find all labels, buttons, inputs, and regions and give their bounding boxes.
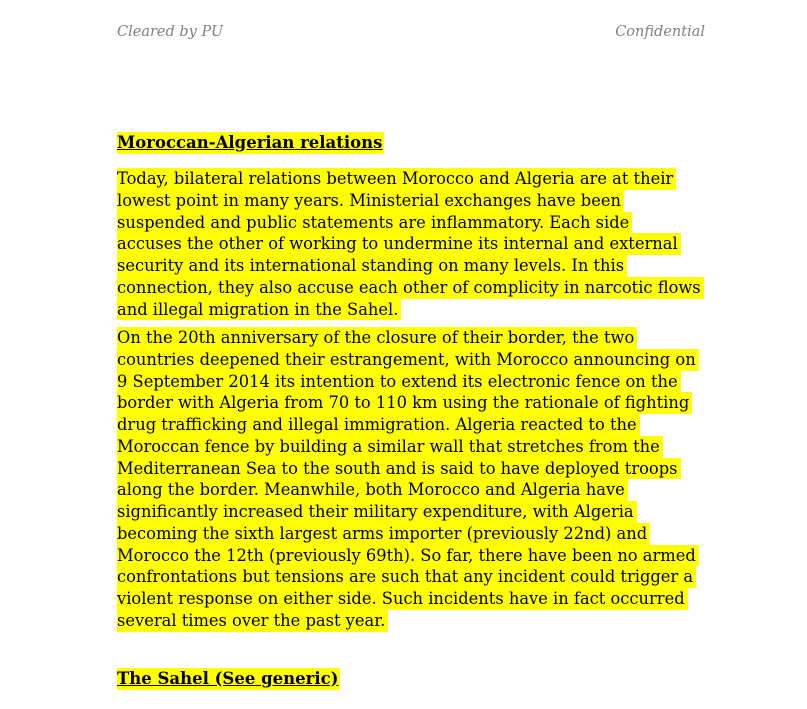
paragraph-line: 9 September 2014 its intention to extend its electronic fence on the [117,371,681,393]
paragraph-line: along the border. Meanwhile, both Morocco and Algeria have [117,479,628,501]
paragraph-line: becoming the sixth largest arms importer (previously 22nd) and [117,523,650,545]
header-right-label: Confidential [615,24,705,40]
paragraph-line: confrontations but tensions are such that any incident could trigger a [117,566,696,588]
header-left-label: Cleared by PU [117,24,224,40]
paragraph-line: countries deepened their estrangement, with Morocco announcing on [117,349,699,371]
paragraph-line: connection, they also accuse each other of complicity in narcotic flows [117,277,704,299]
paragraph-line: border with Algeria from 70 to 110 km using the rationale of fighting [117,392,692,414]
paragraph-line: violent response on either side. Such incidents have in fact occurred [117,588,688,610]
paragraph-line: drug trafficking and illegal immigration. Algeria reacted to the [117,414,640,436]
section-heading-sahel: The Sahel (See generic) [117,669,339,688]
paragraph-line: lowest point in many years. Ministerial exchanges have been [117,190,624,212]
paragraph-line: suspended and public statements are inflammatory. Each side [117,212,632,234]
paragraph-2 [117,327,699,632]
paragraph-line: Today, bilateral relations between Morocco and Algeria are at their [117,168,676,190]
paragraph-line: On the 20th anniversary of the closure of their border, the two [117,327,637,349]
paragraph-line: significantly increased their military expenditure, with Algeria [117,501,637,523]
paragraph-line: Moroccan fence by building a similar wall that stretches from the [117,436,663,458]
paragraph-line: security and its international standing on many levels. In this [117,255,627,277]
paragraph-line: Mediterranean Sea to the south and is said to have deployed troops [117,458,681,480]
paragraph-line: Morocco the 12th (previously 69th). So far, there have been no armed [117,545,699,567]
section-heading-moroccan-algerian: Moroccan-Algerian relations [117,133,383,152]
paragraph-line: and illegal migration in the Sahel. [117,299,401,321]
paragraph-1 [117,168,704,320]
paragraph-line: accuses the other of working to undermine its internal and external [117,233,681,255]
paragraph-line: several times over the past year. [117,610,388,632]
